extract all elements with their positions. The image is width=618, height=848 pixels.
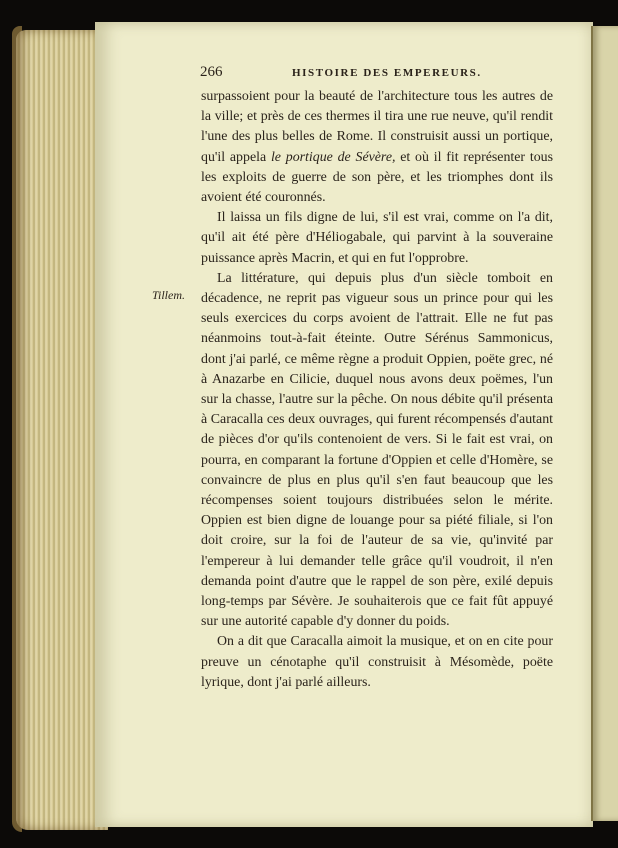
paragraph <box>201 87 553 208</box>
text-run: Il laissa un fils digne de lui, s'il est vrai, comme on l'a dit, qu'il ait été père d'Héliogabale, qui parvint à la souveraine puissance après Macrin, et qui en fut l'opprobre. <box>201 210 553 266</box>
paragraph <box>201 208 553 269</box>
text-run-italic: le portique de Sévère, <box>270 149 396 165</box>
paragraph <box>201 632 553 693</box>
text-run: et où il fit représenter tous les exploits de guerre de son père, et les triomphes dont ils avoient été couronnés. <box>201 149 553 206</box>
text-run: surpassoient pour la beauté de l'architecture tous les autres de la ville; et près de ces thermes il tira une rue neuve, qu'il rendit l'une des plus belles de Rome. Il construisit aussi un portique, qu'il appela <box>201 89 553 165</box>
margin-note: Tillem. <box>152 288 186 302</box>
body-text <box>201 87 553 693</box>
page-header <box>200 64 520 84</box>
page-number: 266 <box>200 64 223 80</box>
facing-page-edge <box>591 26 618 821</box>
text-run: On a dit que Caracalla aimoit la musique, et on en cite pour preuve un cénotaphe qu'il construisit à Mésomède, poëte lyrique, dont j'ai parlé ailleurs. <box>201 634 553 690</box>
running-title: HISTOIRE DES EMPEREURS. <box>292 67 482 79</box>
paragraph <box>201 269 553 633</box>
text-run: La littérature, qui depuis plus d'un siècle tomboit en décadence, ne reprit pas vigueur sous un prince pour qui les seuls exercices du corps avoient de l'attrait. Elle ne fut pas néanmoins tout-à-fait éteinte. Outre Sérénus Sammonicus, dont j'ai parlé, ce même règne a produit Oppien, poëte grec, né à Anazarbe en Cilicie, duquel nous avons deux poëmes, l'un sur la chasse, l'autre sur la pêche. On nous débite qu'il présenta à Caracalla ces deux ouvrages, qui furent récompensés d'autant de pièces d'or qu'ils contenoient de vers. Si le fait est vrai, on pourra, en comparant la fortune d'Oppien et celle d'Homère, se convaincre de plus en plus qu'il s'en faut beaucoup que les récompenses soient toujours distribuées selon le mérite. Oppien est bien digne de louange pour sa piété filiale, si l'on doit croire, sur la foi de l'auteur de sa vie, qu'invité par l'empereur à lui demander telle grâce qu'il voudroit, il n'en demanda point d'autre que le rappel de son père, exilé depuis long-temps par Sévère. Je souhaiterois que ce fait fût appuyé sur une autorité capable d'y donner du poids. <box>201 270 553 630</box>
